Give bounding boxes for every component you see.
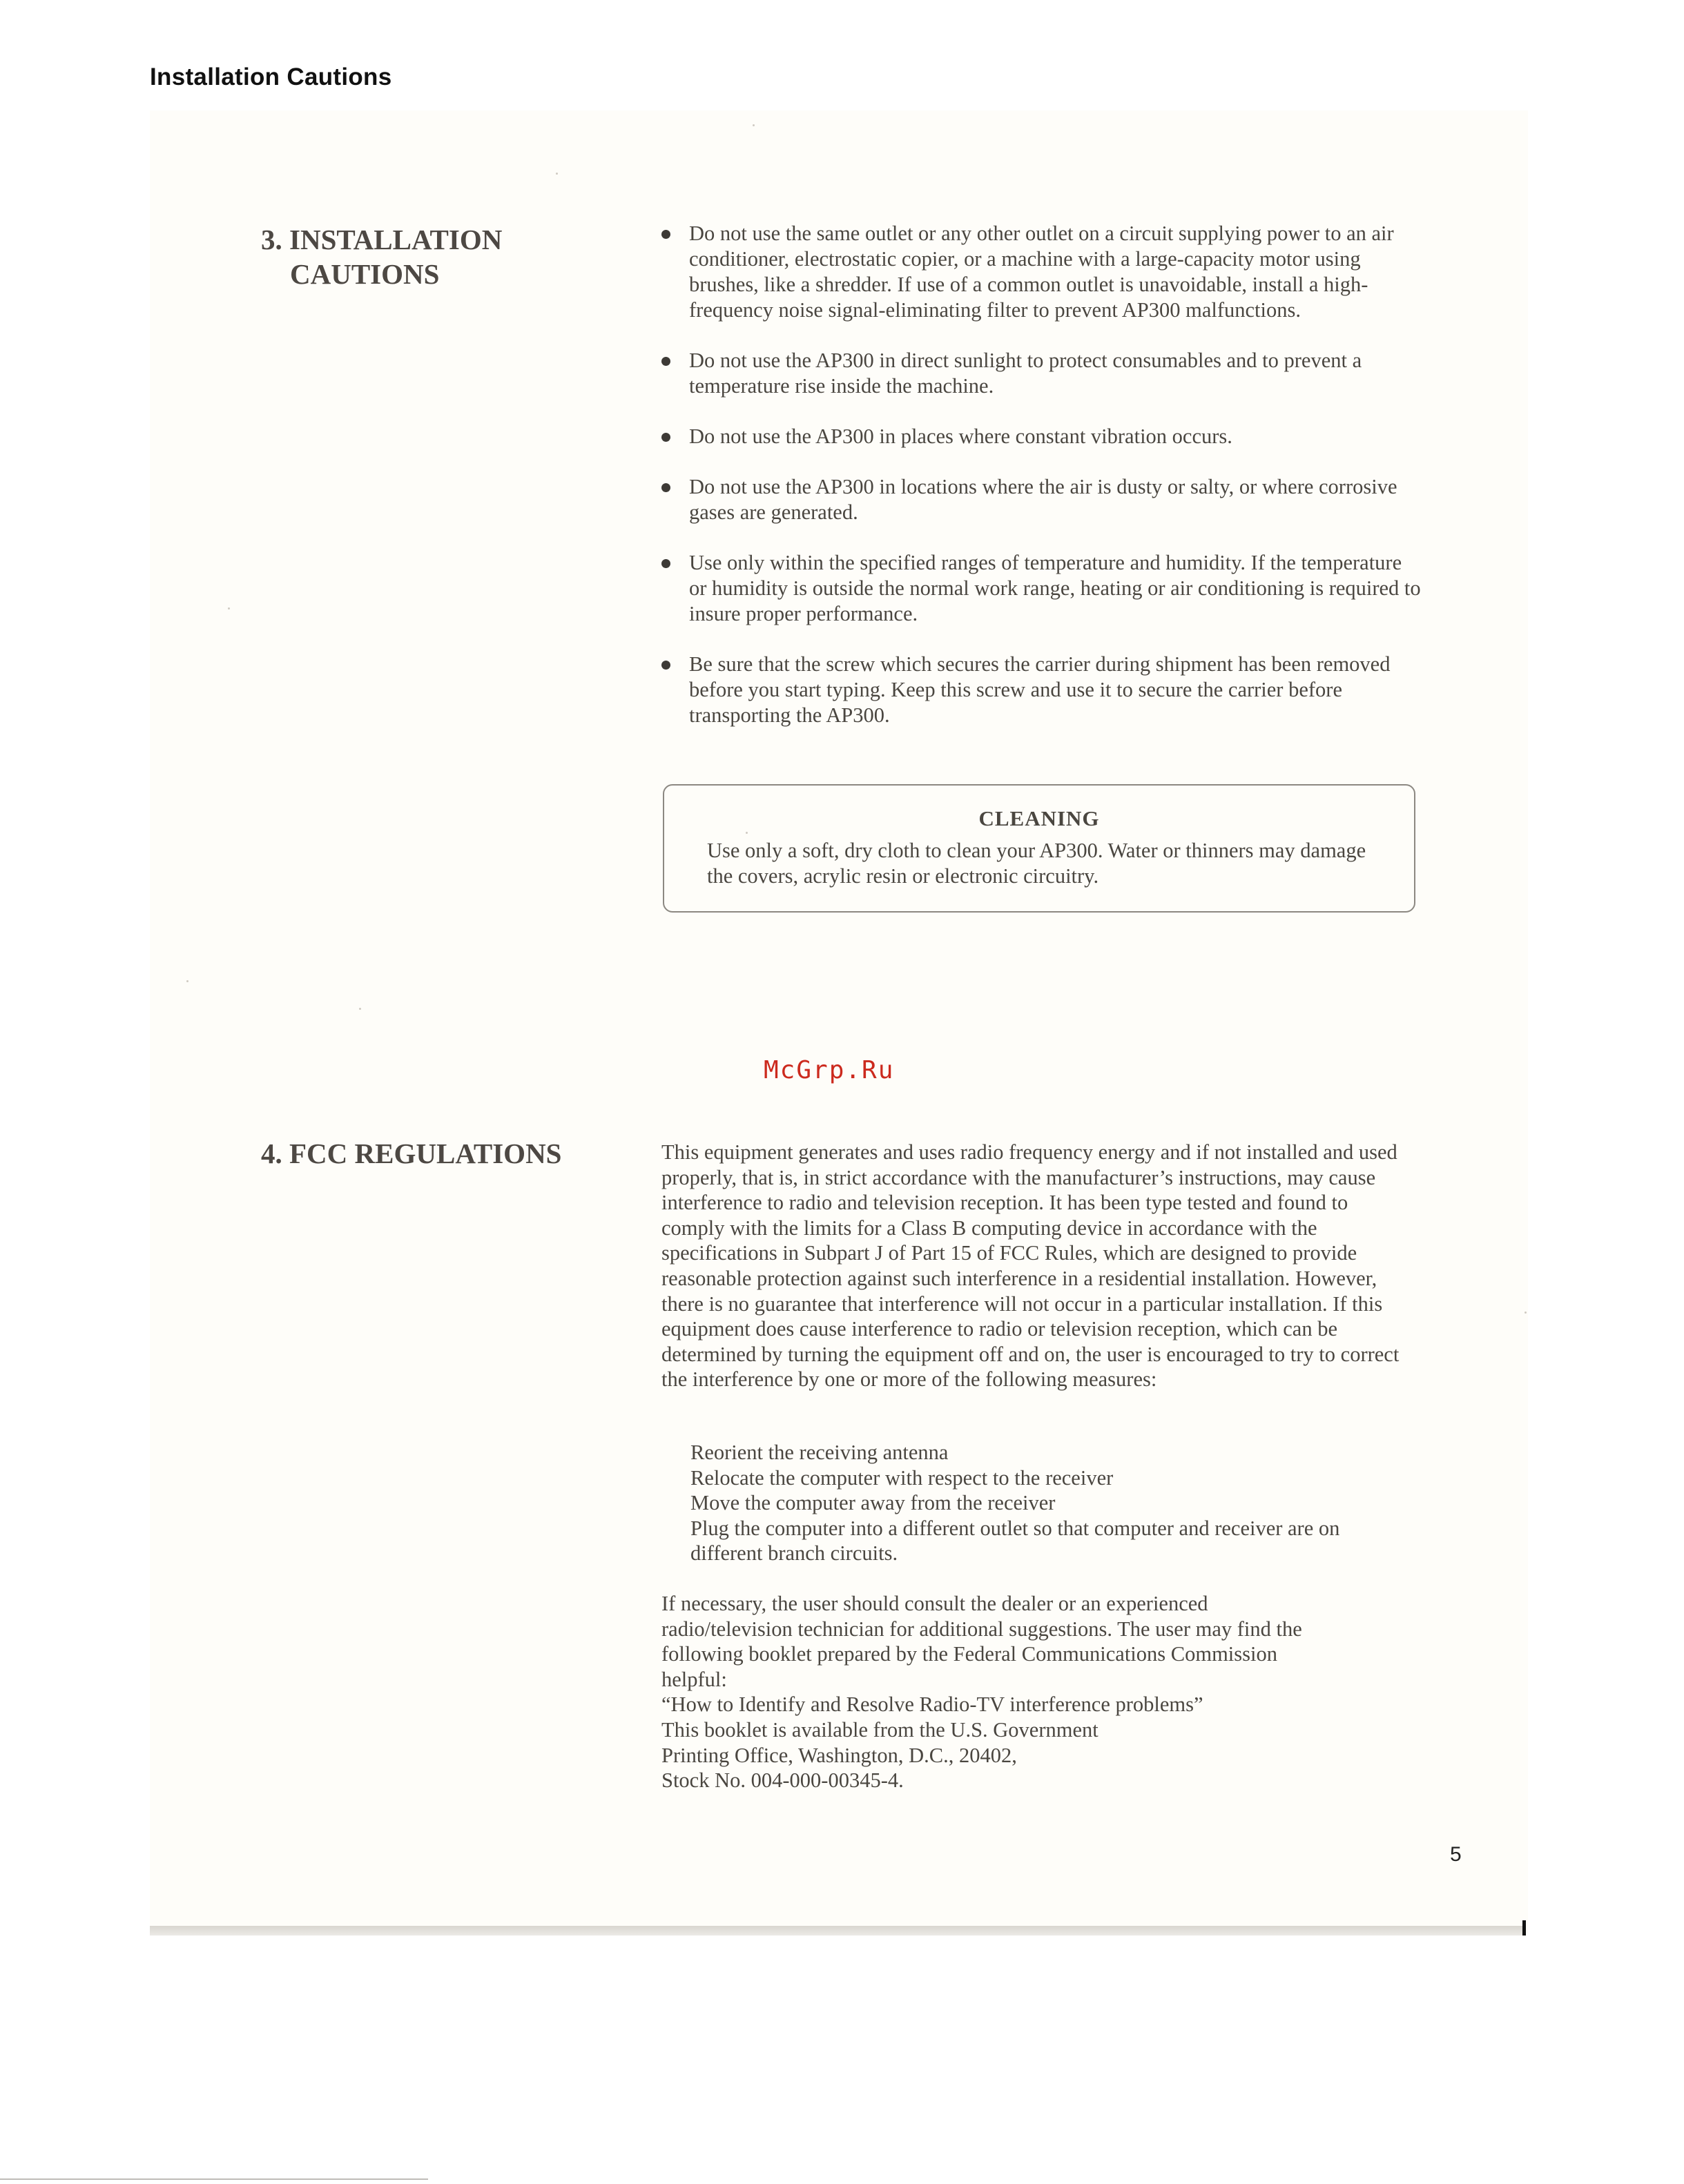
page-number: 5 <box>1450 1843 1462 1866</box>
paragraph-line: helpful: <box>661 1667 727 1691</box>
bullet-icon <box>661 230 670 239</box>
bullet-icon <box>661 483 670 492</box>
section-3-heading-line1: 3. INSTALLATION <box>261 224 503 255</box>
scan-speck <box>753 124 755 126</box>
section-4-heading-text: 4. FCC REGULATIONS <box>261 1138 562 1169</box>
list-item-text: Be sure that the screw which secures the carrier during shipment has been removed before you start typing. Keep this screw and use it to secure the carrier before transporting the AP300. <box>689 652 1391 727</box>
list-item <box>661 652 1421 728</box>
page-bottom-edge <box>150 1926 1524 1936</box>
fcc-paragraph-2 <box>661 1591 1414 1793</box>
scan-speck <box>1525 1312 1527 1314</box>
list-item: Relocate the computer with respect to the receiver <box>690 1465 1114 1490</box>
watermark: McGrp.Ru <box>764 1056 895 1084</box>
scan-speck <box>228 607 230 610</box>
page-header-title: Installation Cautions <box>150 64 392 90</box>
paragraph-line: If necessary, the user should consult the dealer or an experienced <box>661 1592 1208 1615</box>
list-item: Move the computer away from the receiver <box>690 1491 1056 1515</box>
paragraph-line: This booklet is available from the U.S. Government <box>661 1717 1099 1742</box>
list-item <box>661 550 1421 627</box>
bullet-icon <box>661 357 670 366</box>
list-item: Reorient the receiving antenna <box>690 1441 949 1464</box>
bullet-icon <box>661 661 670 670</box>
cleaning-text: Use only a soft, dry cloth to clean your AP300. Water or thinners may damage the covers, acrylic resin or electronic circuitry. <box>707 839 1366 888</box>
list-item-text: Do not use the AP300 in direct sunlight to protect consumables and to prevent a temperature rise inside the machine. <box>689 349 1362 398</box>
section-3-heading-line2: CAUTIONS <box>290 258 440 290</box>
list-item-text: Do not use the AP300 in locations where the air is dusty or salty, or where corrosive gases are generated. <box>689 475 1397 524</box>
list-item-text: Use only within the specified ranges of temperature and humidity. If the temperature or humidity is outside the normal work range, heating or air conditioning is required to insure proper performance. <box>689 551 1421 625</box>
bullet-icon <box>661 559 670 568</box>
list-item <box>661 474 1421 525</box>
bullet-icon <box>661 433 670 442</box>
section-4-heading <box>261 1136 562 1171</box>
installation-cautions-list <box>661 221 1421 753</box>
paragraph-line: “How to Identify and Resolve Radio-TV interference problems” <box>661 1693 1203 1717</box>
paragraph-line: following booklet prepared by the Federal Communications Commission <box>661 1642 1277 1666</box>
paragraph-line: radio/television technician for additional suggestions. The user may find the <box>661 1617 1302 1641</box>
scan-speck <box>186 980 188 982</box>
cleaning-notice-box <box>663 784 1415 913</box>
scan-speck <box>359 1008 361 1010</box>
fcc-measures-list <box>690 1440 1415 1566</box>
paragraph-line: Printing Office, Washington, D.C., 20402, <box>661 1743 1017 1767</box>
footer-divider <box>0 2178 428 2180</box>
list-item <box>661 424 1421 449</box>
list-item-text: Do not use the AP300 in places where constant vibration occurs. <box>689 425 1232 448</box>
list-item <box>661 221 1421 323</box>
list-item-text: Do not use the same outlet or any other outlet on a circuit supplying power to an air conditioner, electrostatic copier, or a machine with a large-capacity motor using brushes, like a shredder. If use of a common outlet is unavoidable, install a high-frequency noise signal-eliminating filter to prevent AP300 malfunctions. <box>689 222 1394 322</box>
fcc-paragraph-1: This equipment generates and uses radio frequency energy and if not installed and used properly, that is, in strict accordance with the manufacturer’s instructions, may cause interference to radio and television reception. It has been type tested and found to comply with the limits for a Class B computing device in accordance with the specifications in Subpart J of Part 15 of FCC Rules, which are designed to provide reasonable protection against such interference in a residential installation. However, there is no guarantee that interference will not occur in a particular installation. If this equipment does cause interference to radio or television reception, which can be determined by turning the equipment off and on, the user is encouraged to try to correct the interference by one or more of the following measures: <box>661 1140 1400 1392</box>
list-item: Plug the computer into a different outlet so that computer and receiver are on different branch circuits. <box>690 1516 1340 1566</box>
cleaning-title: CLEANING <box>978 806 1100 830</box>
paragraph-line: Stock No. 004-000-00345-4. <box>661 1768 904 1793</box>
list-item <box>661 348 1421 399</box>
edge-mark <box>1522 1920 1526 1936</box>
section-3-heading <box>261 222 502 291</box>
scan-speck <box>556 173 558 175</box>
